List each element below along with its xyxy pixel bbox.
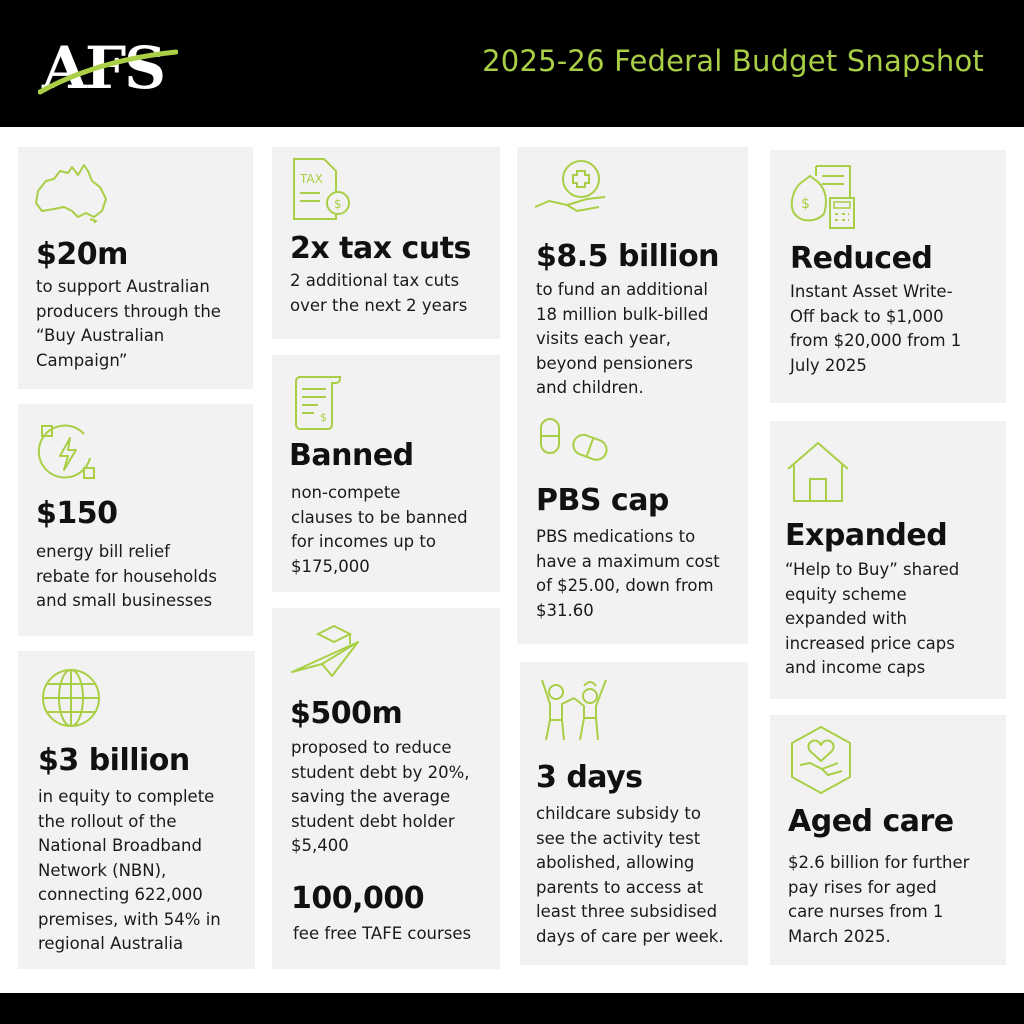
card-headline: $20m	[36, 237, 128, 272]
card-text-secondary: PBS medications to have a maximum cost of $25.00, down from $31.60	[536, 527, 720, 620]
card-headline: $8.5 billion	[536, 239, 720, 274]
card-headline: Aged care	[788, 804, 954, 839]
heart-hand-icon	[788, 725, 854, 795]
card-student	[272, 608, 500, 969]
card-headline: Expanded	[785, 518, 948, 553]
card-noncompete	[272, 355, 500, 592]
card-nbn	[18, 651, 255, 969]
pills-icon	[537, 417, 611, 469]
card-text: energy bill relief rebate for households and small businesses	[36, 542, 217, 610]
card-headline: Banned	[289, 438, 414, 473]
card-headline-secondary: 100,000	[291, 881, 425, 916]
card-headline-secondary: PBS cap	[536, 483, 669, 518]
card-tax	[272, 147, 500, 339]
contract-scroll-icon	[288, 371, 348, 431]
card-headline: $500m	[290, 696, 403, 731]
svg-text:$: $	[320, 411, 327, 424]
paper-plane-graduation-icon	[288, 620, 364, 680]
card-text: $2.6 billion for further pay rises for aged care nurses from 1 March 2025.	[788, 853, 970, 946]
australia-map-icon	[32, 161, 112, 223]
svg-text:AFS: AFS	[42, 34, 165, 100]
card-text: to fund an additional 18 million bulk-billed visits each year, beyond pensioners and children.	[536, 280, 709, 397]
afs-logo	[38, 30, 178, 100]
card-headline: 2x tax cuts	[290, 231, 471, 266]
house-icon	[784, 439, 852, 505]
card-text: 2 additional tax cuts over the next 2 years	[290, 271, 468, 315]
afs-logo-mark	[38, 30, 178, 100]
card-producers	[18, 147, 253, 389]
card-housing	[770, 421, 1006, 699]
card-text: proposed to reduce student debt by 20%, saving the average student debt holder $5,400	[291, 738, 470, 855]
svg-text:$: $	[801, 196, 810, 212]
card-medicare	[517, 147, 748, 644]
header-bar	[0, 0, 1024, 127]
card-headline: Reduced	[790, 241, 933, 276]
card-aged-care	[770, 715, 1006, 965]
svg-text:$: $	[334, 197, 342, 211]
tax-document-icon	[290, 157, 352, 223]
card-text: to support Australian producers through the “Buy Australian Campaign”	[36, 277, 221, 370]
card-text-secondary: fee free TAFE courses	[293, 924, 472, 943]
card-text: Instant Asset Write- Off back to $1,000 from $20,000 from 1 July 2025	[790, 282, 962, 375]
svg-text:TAX: TAX	[300, 172, 323, 186]
card-childcare	[520, 662, 748, 965]
money-bag-calculator-icon	[786, 162, 860, 230]
page-title: 2025-26 Federal Budget Snapshot	[482, 44, 984, 78]
health-hand-icon	[533, 157, 609, 221]
card-headline: $150	[36, 496, 118, 531]
card-text: non-compete clauses to be banned for incomes up to $175,000	[291, 483, 468, 576]
card-asset	[770, 150, 1006, 403]
card-headline: 3 days	[536, 760, 643, 795]
footer-bar	[0, 993, 1024, 1024]
card-text: “Help to Buy” shared equity scheme expanded with increased price caps and income caps	[785, 560, 960, 677]
card-energy	[18, 404, 253, 636]
globe-icon	[40, 667, 102, 729]
energy-plug-icon	[34, 420, 100, 486]
card-headline: $3 billion	[38, 743, 190, 778]
card-text: in equity to complete the rollout of the National Broadband Network (NBN), connecting 622,000 premises, with 54% in regional Australia	[38, 787, 221, 953]
card-text: childcare subsidy to see the activity test abolished, allowing parents to access at least three subsidised days of care per week.	[536, 804, 724, 946]
children-icon	[536, 674, 612, 744]
